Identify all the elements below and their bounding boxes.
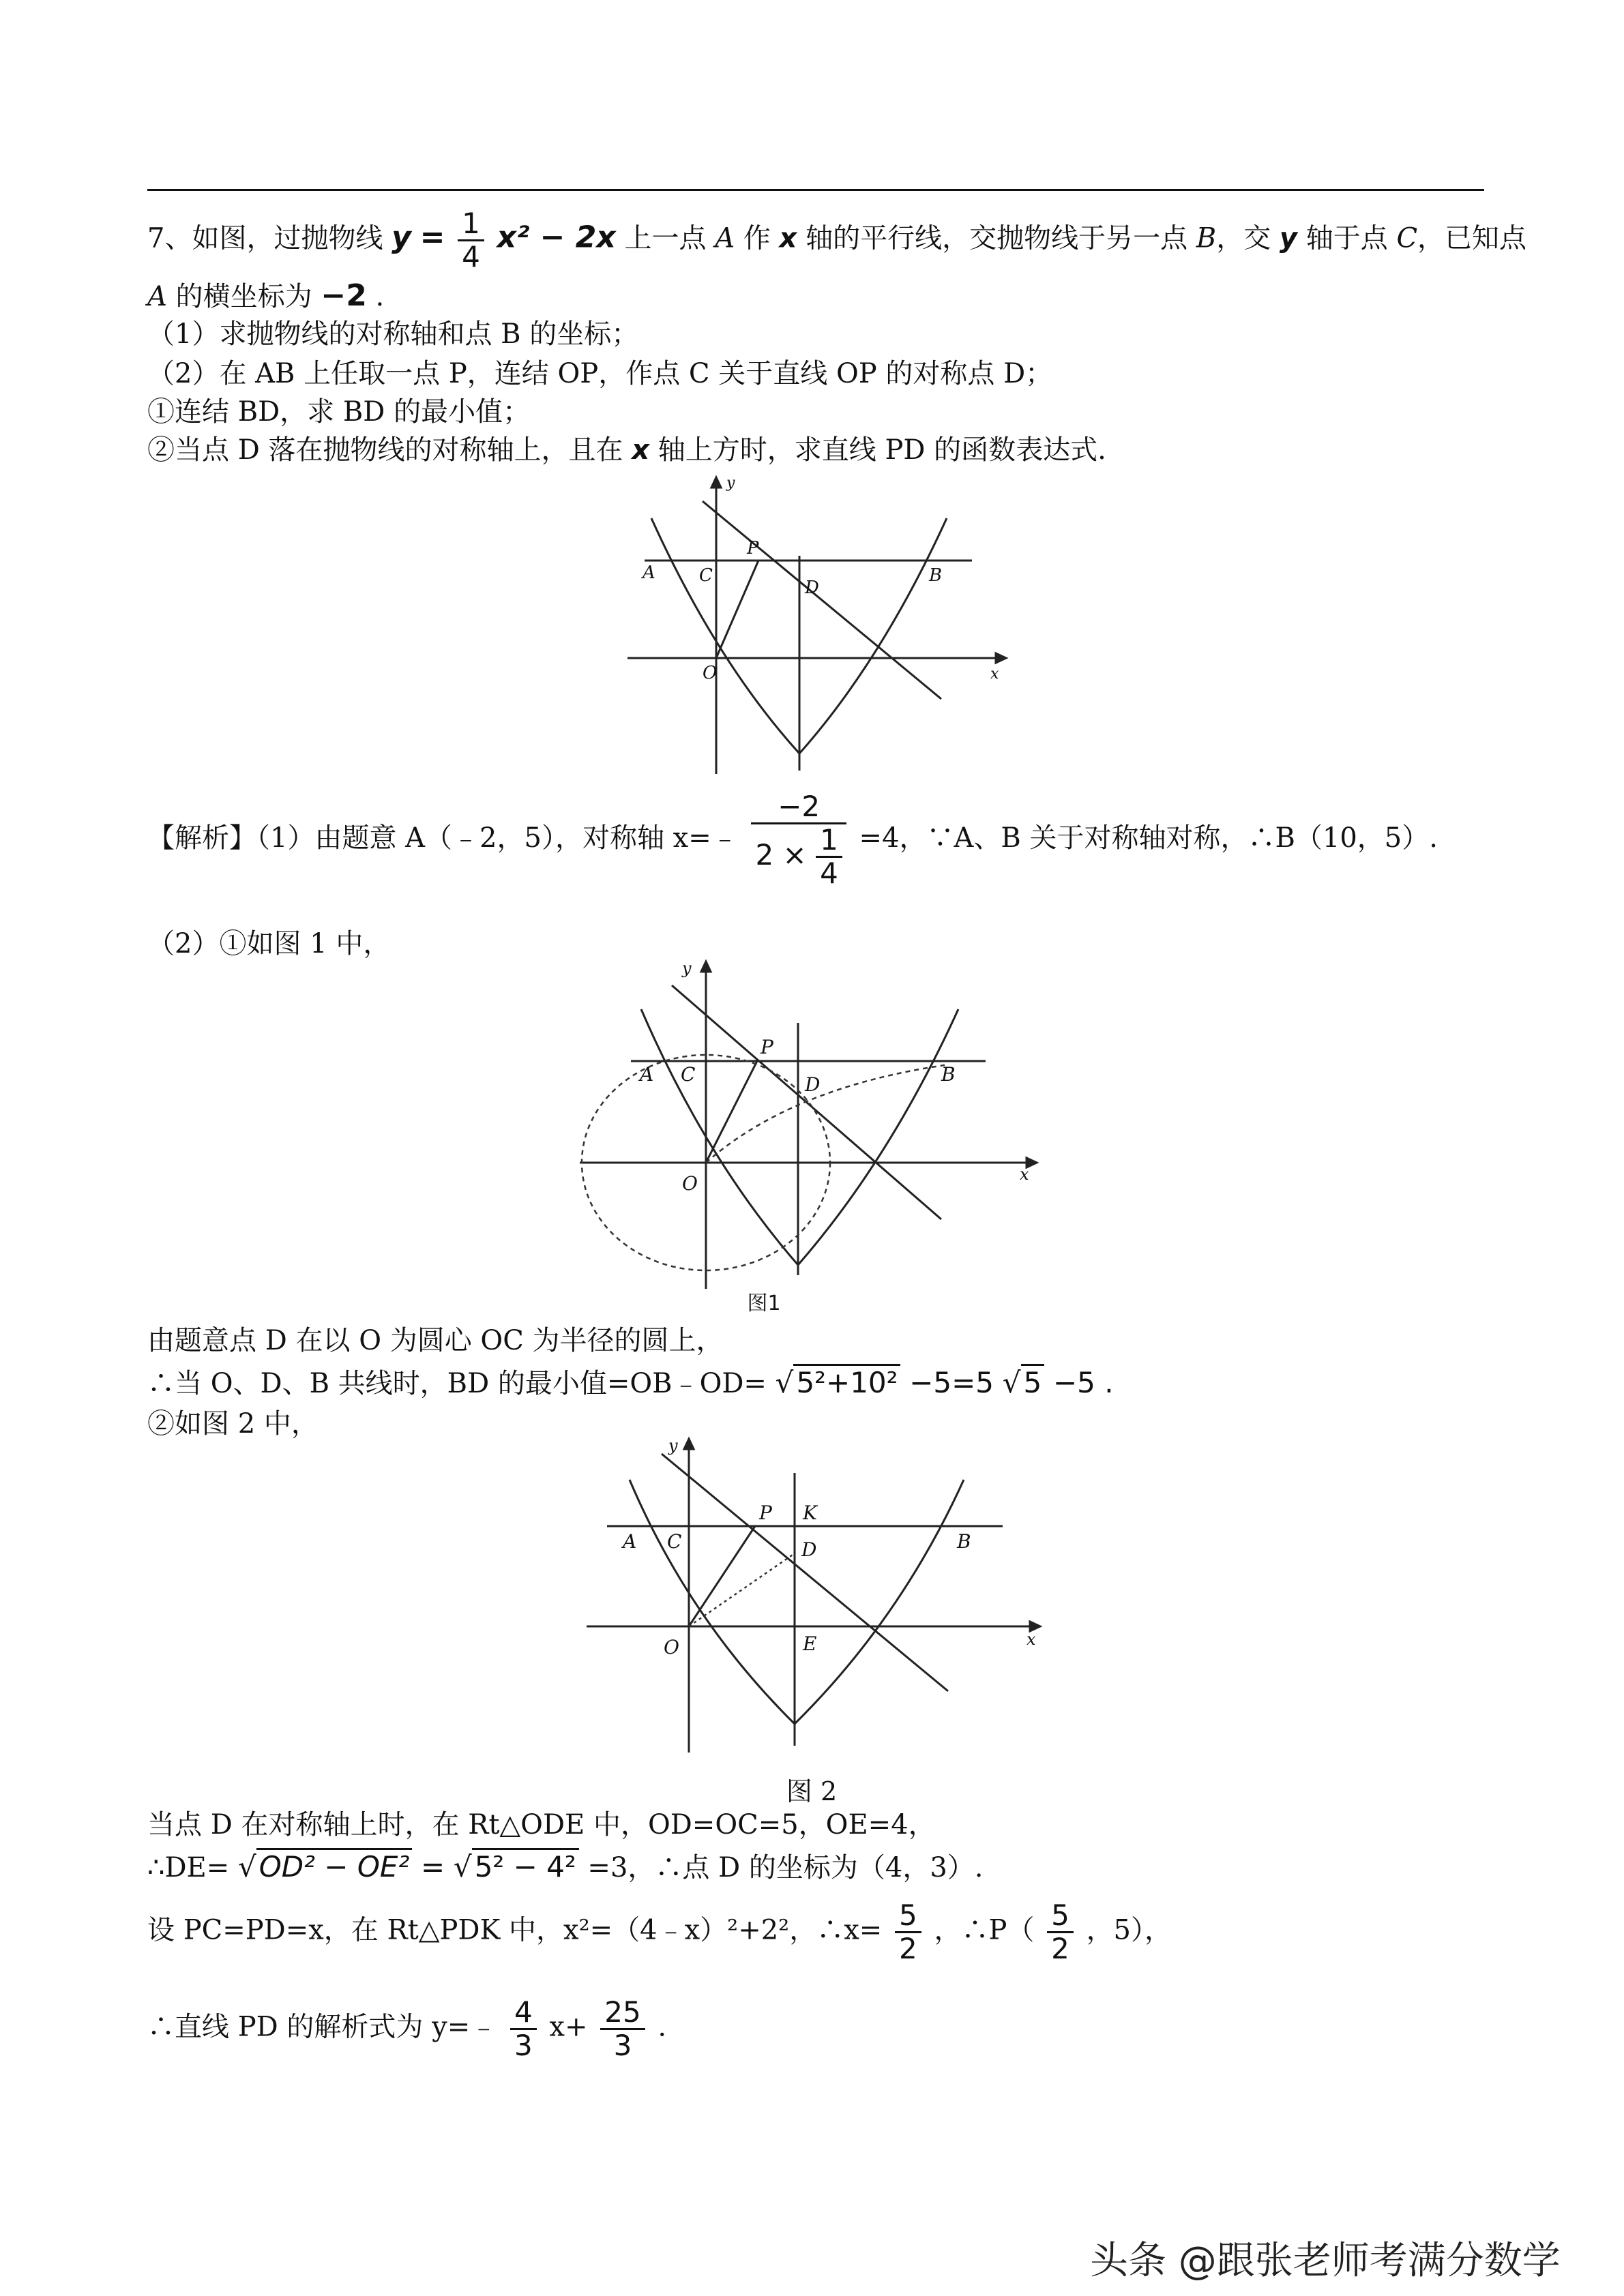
fig2-label-O: O xyxy=(664,1636,679,1658)
figure-2-caption: 图 2 xyxy=(786,1776,838,1806)
fig2-label-P: P xyxy=(759,1502,772,1524)
figure-2 xyxy=(576,1432,1047,1766)
question-2b: ②当点 D 落在抛物线的对称轴上，且在 x 轴上方时，求直线 PD 的函数表达式. xyxy=(147,434,1106,466)
solution-4: ∴当 O、D、B 共线时，BD 的最小值=OB﹣OD= √5²+10² −5=5 √5 −5 . xyxy=(147,1367,1114,1400)
figure-1-caption: 图1 xyxy=(747,1292,781,1315)
solution-5: ②如图 2 中， xyxy=(147,1408,319,1440)
fig1-label-D: D xyxy=(805,1073,821,1096)
fig1-label-x: x xyxy=(1020,1165,1029,1184)
fig0-label-A: A xyxy=(643,563,655,583)
question-2: （2）在 AB 上任取一点 P，连结 OP，作点 C 关于直线 OP 的对称点 D； xyxy=(147,358,1053,389)
fig0-label-B: B xyxy=(929,565,943,586)
watermark: 头条 @跟张老师考满分数学 xyxy=(1090,2239,1561,2283)
fig2-label-B: B xyxy=(957,1530,971,1553)
fig0-label-x: x xyxy=(990,666,999,683)
fig2-label-K: K xyxy=(803,1502,817,1524)
solution-9: ∴直线 PD 的解析式为 y=﹣ $\frac{4}{3}$ x+ $\frac{25}{3}$ . xyxy=(147,1995,667,2062)
fig0-label-C: C xyxy=(699,565,713,586)
fig1-label-P: P xyxy=(761,1036,773,1058)
solution-6: 当点 D 在对称轴上时，在 Rt△ODE 中，OD=OC=5，OE=4， xyxy=(147,1809,936,1840)
fig0-label-P: P xyxy=(747,538,759,558)
solution-3: 由题意点 D 在以 O 为圆心 OC 为半径的圆上， xyxy=(147,1325,724,1356)
fig1-label-A: A xyxy=(640,1063,654,1086)
fig1-label-y: y xyxy=(682,959,692,978)
fig0-label-y: y xyxy=(726,475,735,492)
eq-fraction: $\frac{1}{4}$ xyxy=(458,208,484,273)
fig1-label-C: C xyxy=(681,1063,696,1086)
problem-line-1: 7、如图，过抛物线 y = $\frac{1}{4}$ x² − 2x 上一点 A 作 x 轴的平行线，交抛物线于另一点 B，交 y 轴于点 C，已知点 xyxy=(147,207,1527,273)
solution-2: （2）①如图 1 中， xyxy=(147,928,391,959)
figure-problem xyxy=(614,471,1009,784)
fig0-label-O: O xyxy=(703,663,718,683)
fig2-label-C: C xyxy=(667,1530,682,1553)
figure-1 xyxy=(566,955,1044,1309)
fig1-label-O: O xyxy=(682,1172,698,1195)
fig0-label-D: D xyxy=(805,578,819,598)
solution-8: 设 PC=PD=x，在 Rt△PDK 中，x²=（4﹣x）²+2²，∴x= $\frac{5}{2}$ ，∴P（ $\frac{5}{2}$ ，5）， xyxy=(147,1898,1172,1965)
fig2-label-y: y xyxy=(668,1436,678,1455)
problem-line-2: A 的横坐标为 −2 . xyxy=(147,278,385,313)
solution-7: ∴DE= √OD² − OE² = √5² − 4² =3，∴点 D 的坐标为（4，3）. xyxy=(147,1851,984,1884)
fig2-label-A: A xyxy=(623,1530,637,1553)
fig2-label-D: D xyxy=(801,1538,817,1561)
fig2-label-x: x xyxy=(1027,1630,1036,1649)
axis-fraction: −2 2 × $\frac{1}{4}$ xyxy=(751,791,846,889)
solution-1: 【解析】（1）由题意 A（﹣2，5），对称轴 x=﹣ −2 2 × $\frac{1}{4}$ =4，∵A、B 关于对称轴对称，∴B（10，5）. xyxy=(147,790,1438,890)
fig1-label-B: B xyxy=(941,1063,956,1086)
fig2-label-E: E xyxy=(803,1632,817,1655)
top-rule xyxy=(147,189,1484,191)
question-1: （1）求抛物线的对称轴和点 B 的坐标； xyxy=(147,318,639,350)
question-2a: ①连结 BD，求 BD 的最小值； xyxy=(147,396,531,428)
